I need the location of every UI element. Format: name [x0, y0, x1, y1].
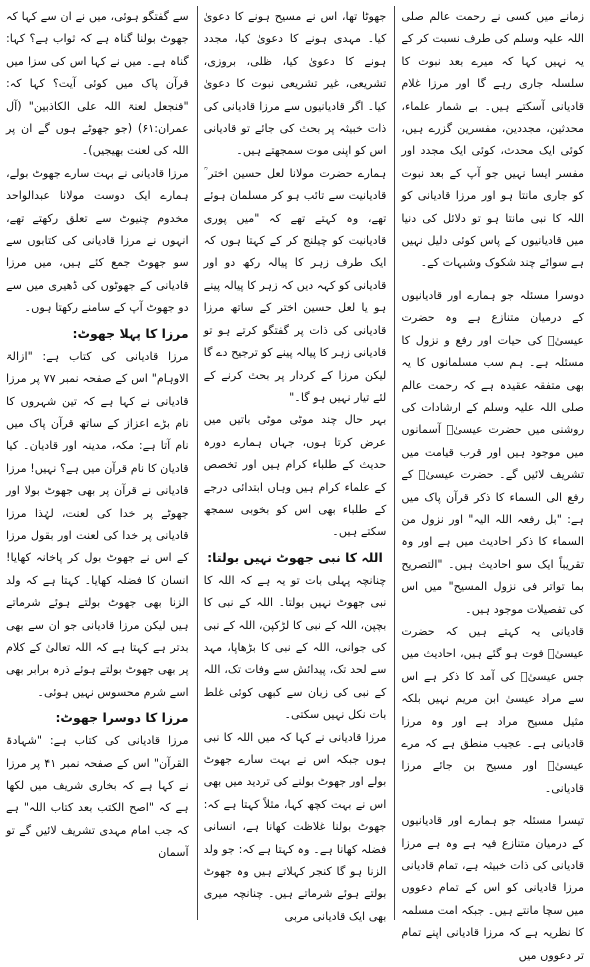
paragraph: مرزا قادیانی کی کتاب ہے: "ازالۃ الاوہام" اس کے صفحہ نمبر ۷۷ پر مرزا قادیانی نے کہا ہے کہ تین شہروں کا نام بڑے اعزاز کے ساتھ قرآن پاک میں نام آتا ہے: مکہ، مدینہ اور قادیان۔ کیا قادیان کا نام قرآن میں ہے؟ نہیں! مرزا قادیانی نے قرآن پر بھی جھوٹ بولا اور جھوٹے پر خدا کی لعنت، لہٰذا مرزا قادیانی پر خدا کی لعنت اور بقول مرزا کے اس نے جھوٹ بول کر پاخانہ کھایا! انسان کا فضلہ کھایا۔ کہتا ہے کہ ولد الزنا بھی جھوٹ بولتے ہوئے شرماتے ہیں لیکن مرزا قادیانی جو ان سے بھی بدتر ہے کہتا ہے کہ اللہ تعالیٰ کے کلام پر بھی جھوٹ بولتے ہوئے ذرہ برابر بھی اسے شرم محسوس نہیں ہوئی۔	[5, 349, 189, 699]
text-column-middle	[197, 6, 387, 923]
text-column-right	[394, 6, 584, 962]
paragraph: قادیانی یہ کہتے ہیں کہ حضرت عیسیٰؑ فوت ہو گئے ہیں، احادیث میں جس عیسیٰؑ کی آمد کا ذکر ہے اس سے مراد عیسیٰ ابن مریم نہیں بلکہ مثیل مسیح مراد ہے اور وہ مرزا قادیانی ہے۔ عجیب منطق ہے کہ مرے عیسیٰؑ اور مسیح بن جائے مرزا قادیانی۔	[401, 624, 584, 795]
paragraph: مرزا قادیانی کی کتاب ہے: "شہادۃ القرآن" اس کے صفحہ نمبر ۴۱ پر مرزا نے کہا ہے کہ بخاری شریف میں لکھا ہے کہ "اصح الکتب بعد کتاب اللہ" ہے کہ جب امام مہدی تشریف لائیں گے تو آسمان	[5, 734, 189, 860]
paragraph: سے گفتگو ہوئی، میں نے ان سے کہا کہ جھوٹ بولنا گناہ ہے کہ ثواب ہے؟ کہا: گناہ ہے۔ میں نے کہا اس کی سزا میں قرآن پاک میں کوئی آیت؟ کہا کہ: "فنجعل لعنۃ اللہ علی الکاذبین" (آل عمران:۶۱) (جو جھوٹے ہوں گے ان پر اللہ کی لعنت بھیجیں)۔	[5, 10, 189, 158]
paragraph: مرزا قادیانی نے بہت سارے جھوٹ بولے، ہمارے ایک دوست مولانا عبدالواحد مخدوم چنیوٹ سے تعلق رکھتے تھے، انہوں نے مرزا قادیانی کی کتابوں سے سو جھوٹ جمع کئے ہیں، میں مرزا قادیانی کے جھوٹوں کی ڈھیری میں سے دو جھوٹ آپ کے سامنے رکھتا ہوں۔	[5, 166, 189, 315]
paragraph: تیسرا مسئلہ جو ہمارے اور قادیانیوں کے درمیان متنازع فیہ ہے وہ ہے مرزا قادیانی کی ذات خبیثہ ہے، تمام قادیانی مرزا قادیانی کو اس کے تمام دعووں میں سچا مانتے ہیں۔ جبکہ امت مسلمہ کا نظریہ ہے کہ مرزا قادیانی اپنے تمام تر دعووں میں	[401, 814, 584, 962]
paragraph: زمانے میں کسی نے رحمت عالم صلی اللہ علیہ وسلم کی طرف نسبت کر کے یہ نہیں کہا کہ میرے بعد نبوت کا سلسلہ جاری رہے گا اور مرزا غلام قادیانی آسکتے ہیں۔ بے شمار علماء، محدثین، مجددین، مفسرین گزرے ہیں، کوئی ایک محدث، کوئی ایک مجدد اور مفسر ایسا نہیں جو آپ کے بعد نبوت کو جاری مانتا ہو اور مرزا قادیانی کو اللہ کا نبی مانتا ہو تو دلائل کی دنیا میں قادیانیوں کے پاس کوئی دلیل نہیں ہے سوائے چند شکوک وشبہات کے۔	[401, 10, 584, 270]
paragraph: مرزا قادیانی نے کہا کہ میں اللہ کا نبی ہوں جبکہ اس نے بہت سارے جھوٹ بولے اور جھوٹ بولنے کی تردید میں بھی اس نے بہت کچھ کہا، مثلاً کہتا ہے کہ: جھوٹ بولنا غلاظت کھانا ہے، انسانی فضلہ کھانا ہے۔ وہ کہتا ہے کہ: جو ولد الزنا ہو گا کنجر کہلاتے ہیں وہ جھوٹ بولتے ہوئے شرماتے ہیں۔ چنانچہ میری بھی ایک قادیانی مربی	[203, 730, 387, 923]
paragraph: ہمارے حضرت مولانا لعل حسین اختر ؒ قادیانیت سے تائب ہو کر مسلمان ہوئے تھے، وہ کہتے تھے کہ "میں پوری قادیانیت کو چیلنج کر کے کہتا ہوں کہ ایک طرف زہر کا پیالہ رکھ دو اور قادیانی کو کہہ دیں کہ زہر کا پیالہ پینے ہو یا لعل حسین اختر کے ساتھ مرزا قادیانی کی ذات پر گفتگو کرتے ہو تو قادیانی زہر کا پیالہ پینے کو ترجیح دے گا لیکن مرزا کے کردار پر بحث کرنے کے لئے تیار نہیں ہو گا۔"	[203, 166, 387, 404]
paragraph: جھوٹا تھا، اس نے مسیح ہونے کا دعویٰ کیا۔ مہدی ہونے کا دعویٰ کیا، مجدد ہونے کا دعویٰ کیا، ظلی، بروزی، تشریعی، غیر تشریعی نبوت کا دعویٰ کیا۔ اگر قادیانیوں سے مرزا قادیانی کی ذات خبیثہ پر بحث کی جائے تو قادیانی اس کو اپنی موت سمجھتے ہیں۔	[203, 10, 387, 158]
section-heading: اللہ کا نبی جھوٹ نہیں بولتا:	[207, 549, 383, 565]
section-heading: مرزا کا دوسرا جھوٹ:	[55, 710, 189, 726]
paragraph: چنانچہ پہلی بات تو یہ ہے کہ اللہ کا نبی جھوٹ نہیں بولتا۔ اللہ کے نبی کا بچپن، اللہ کے نبی کا لڑکپن، اللہ کے نبی کی جوانی، اللہ کے نبی کا بڑھاپا، مہد سے لحد تک، پیدائش سے وفات تک، اللہ کے نبی کی زبان سے کبھی کوئی غلط بات نکل نہیں سکتی۔	[203, 573, 387, 722]
paragraph: دوسرا مسئلہ جو ہمارے اور قادیانیوں کے درمیان متنازع ہے وہ حضرت عیسیٰؑ کی حیات اور رفع و نزول کا مسئلہ ہے۔ ہم سب مسلمانوں کا یہ بھی متفقہ عقیدہ ہے کہ رحمت عالم صلی اللہ علیہ وسلم کے ارشادات کی روشنی میں حضرت عیسیٰؑ آسمانوں میں موجود ہیں اور قرب قیامت میں تشریف لائیں گے۔ حضرت عیسیٰؑ کے رفع الی السماء کا ذکر قرآن پاک میں ہے: "بل رفعہ اللہ الیہ" اور نزول من السماء کا ذکر احادیث میں ہے اور وہ تقریباً ایک سو احادیث ہیں۔ "التصریح بما تواتر فی نزول المسیح" میں اس کی تفصیلات موجود ہیں۔	[401, 288, 584, 616]
section-heading: مرزا کا پہلا جھوٹ:	[72, 325, 189, 341]
text-column-left	[6, 6, 189, 920]
paragraph-spacer	[401, 800, 584, 810]
paragraph-spacer	[401, 275, 584, 285]
paragraph: بہر حال چند موٹی موٹی باتیں میں عرض کرتا ہوں، جہاں ہمارے دورہ حدیث کے طلباء کرام ہیں اور تخصص کے علماء کرام ہیں وہاں ابتدائی درجے کے طلباء بھی اس کو بخوبی سمجھ سکتے ہیں۔	[203, 413, 387, 539]
